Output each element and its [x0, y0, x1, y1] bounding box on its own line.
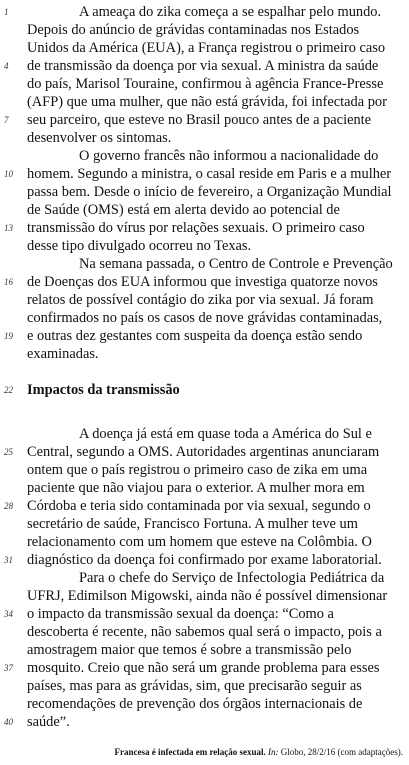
line-number: 37 [4, 663, 13, 673]
text-line [0, 425, 409, 443]
section-heading [0, 381, 409, 399]
line-text: (AFP) que uma mulher, que não está grávida, foi infectada por [27, 94, 387, 110]
text-line [0, 183, 409, 201]
text-line [0, 461, 409, 479]
text-line [0, 255, 409, 273]
line-number: 22 [4, 385, 13, 395]
line-text: Córdoba e teria sido contaminada por via sexual, segundo o [27, 498, 371, 514]
line-text: de Saúde (OMS) está em alerta devido ao potencial de [27, 202, 340, 218]
line-number: 19 [4, 331, 13, 341]
text-line [0, 551, 409, 569]
source-citation [114, 746, 403, 758]
text-line [0, 533, 409, 551]
line-text: descoberta é recente, não sabemos qual será o impacto, pois a [27, 624, 382, 640]
line-text: examinadas. [27, 346, 99, 362]
text-line [0, 677, 409, 695]
line-text: saúde”. [27, 714, 70, 730]
line-text: homem. Segundo a ministra, o casal reside em Paris e a mulher [27, 166, 392, 182]
text-line [0, 569, 409, 587]
source-in-label: In: [268, 747, 279, 757]
line-text: Depois do anúncio de grávidas contaminadas nos Estados [27, 22, 360, 38]
source-publication: Globo [280, 747, 304, 757]
line-text: amostragem maior que temos é sobre a transmissão pelo [27, 642, 352, 658]
text-line [0, 641, 409, 659]
text-line [0, 237, 409, 255]
line-text: paciente que não viajou para o exterior. A mulher mora em [27, 480, 365, 496]
heading-text: Impactos da transmissão [27, 382, 180, 398]
line-text: países, mas para as grávidas, sim, que precisarão seguir as [27, 678, 362, 694]
text-line [0, 695, 409, 713]
text-line [0, 147, 409, 165]
line-text: relacionamento com um homem que esteve na Colômbia. O [27, 534, 372, 550]
line-number: 16 [4, 277, 13, 287]
line-text: o impacto da transmissão sexual da doença: “Como a [27, 606, 334, 622]
line-text: A ameaça do zika começa a se espalhar pelo mundo. [79, 4, 382, 20]
source-title: Francesa é infectada em relação sexual. [114, 747, 266, 757]
line-number: 1 [4, 7, 9, 17]
text-line [0, 3, 409, 21]
line-text: relatos de possível contágio do zika por via sexual. Já foram [27, 292, 374, 308]
text-line [0, 93, 409, 111]
text-line [0, 219, 409, 237]
text-line [0, 713, 409, 731]
text-line [0, 309, 409, 327]
text-line [0, 75, 409, 93]
line-text: Na semana passada, o Centro de Controle e Prevenção [79, 256, 393, 272]
line-text: ontem que o país registrou o primeiro caso de zika em uma [27, 462, 368, 478]
line-text: e outras dez gestantes com suspeita da doença estão sendo [27, 328, 363, 344]
text-line [0, 57, 409, 75]
line-number: 31 [4, 555, 13, 565]
line-number: 25 [4, 447, 13, 457]
line-text: diagnóstico da doença foi confirmado por exame laboratorial. [27, 552, 382, 568]
line-text: mosquito. Creio que não será um grande problema para esses [27, 660, 380, 676]
line-text: desse tipo divulgado ocorreu no Texas. [27, 238, 252, 254]
text-line [0, 21, 409, 39]
line-text: secretário de saúde, Francisco Fortuna. A mulher teve um [27, 516, 358, 532]
text-line [0, 111, 409, 129]
line-number: 34 [4, 609, 13, 619]
text-line [0, 291, 409, 309]
text-line [0, 479, 409, 497]
line-text: Central, segundo a OMS. Autoridades argentinas anunciaram [27, 444, 380, 460]
line-text: transmissão do vírus por relações sexuais. O primeiro caso [27, 220, 365, 236]
line-text: seu parceiro, que esteve no Brasil pouco antes de a paciente [27, 112, 372, 128]
line-text: Para o chefe do Serviço de Infectologia Pediátrica da [79, 570, 385, 586]
line-text: de Doenças dos EUA informou que investiga quatorze novos [27, 274, 378, 290]
text-line [0, 129, 409, 147]
text-line [0, 659, 409, 677]
text-line [0, 39, 409, 57]
line-number: 13 [4, 223, 13, 233]
text-line [0, 443, 409, 461]
source-details: , 28/2/16 (com adaptações). [303, 747, 403, 757]
text-line [0, 497, 409, 515]
text-line [0, 201, 409, 219]
line-text: O governo francês não informou a nacionalidade do [79, 148, 379, 164]
text-line [0, 327, 409, 345]
line-text: do país, Marisol Touraine, confirmou à agência France-Presse [27, 76, 384, 92]
line-number: 4 [4, 61, 9, 71]
line-number: 40 [4, 717, 13, 727]
line-number: 10 [4, 169, 13, 179]
line-text: recomendações de prevenção dos órgãos internacionais de [27, 696, 363, 712]
line-text: passa bem. Desde o início de fevereiro, a Organização Mundial [27, 184, 392, 200]
line-text: A doença já está em quase toda a América do Sul e [79, 426, 372, 442]
line-number: 7 [4, 115, 9, 125]
line-text: Unidos da América (EUA), a França registrou o primeiro caso [27, 40, 386, 56]
text-line [0, 587, 409, 605]
line-number: 28 [4, 501, 13, 511]
text-line [0, 605, 409, 623]
line-text: confirmados no país os casos de nove grávidas contaminadas, [27, 310, 383, 326]
line-text: de transmissão da doença por via sexual. A ministra da saúde [27, 58, 379, 74]
text-line [0, 273, 409, 291]
text-line [0, 515, 409, 533]
text-line [0, 345, 409, 363]
text-line [0, 623, 409, 641]
text-line [0, 165, 409, 183]
line-text: UFRJ, Edimilson Migowski, ainda não é possível dimensionar [27, 588, 388, 604]
line-text: desenvolver os sintomas. [27, 130, 172, 146]
